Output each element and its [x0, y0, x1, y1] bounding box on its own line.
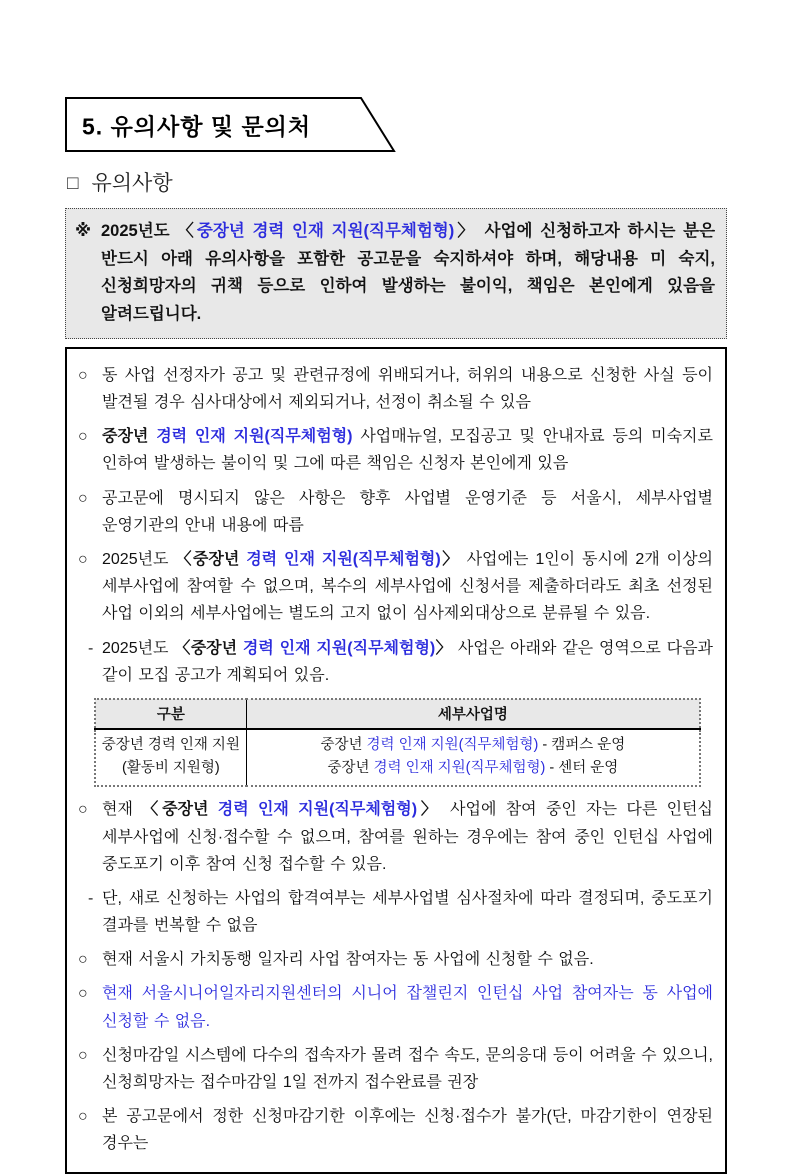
text-segment: 본 공고문에서 정한 신청마감기한 이후에는 신청·접수가 불가(단, 마감기한이 연장된 경우는: [102, 1108, 713, 1153]
text-segment: 신청마감일 시스템에 다수의 접속자가 몰려 접수 속도, 문의응대 등이 어려울 수 있으니, 신청희망자는 접수마감일 1일 전까지 접수완료를 권장: [102, 1046, 713, 1091]
text-segment: 사업은 아래와 같은 영역으로 다음과 같이 모집 공고가 계획되어 있음.: [102, 639, 713, 684]
text-segment: 경력 인재 지원(직무체험형): [366, 736, 539, 753]
text-segment: 〈중장년: [174, 639, 243, 657]
text-segment: 2025년도: [102, 639, 175, 657]
table-cell-category: [95, 729, 246, 786]
bullet-text: [102, 423, 713, 477]
table-row: [95, 729, 700, 786]
banner-title: 5. 유의사항 및 문의처: [82, 113, 312, 140]
text-segment: 중장년 경력 인재 지원(직무체험형): [196, 222, 455, 240]
text-segment: 경력 인재 지원(직무체험형): [217, 801, 418, 819]
bullet-item: [78, 946, 713, 973]
text-segment: 〉 사업에 신청하고자 하시는 분은 반드시 아래 유의사항을 포함한 공고문을 숙지하셔야 하며, 해당내용 미 숙지, 신청희망자의 귀책 등으로 인하여 발생하는 불이익, 책임은 본인에게 있음을 알려드립니다.: [101, 222, 716, 324]
notice-box: [65, 208, 727, 339]
table-cell-line: (활동비 지원형): [122, 760, 220, 777]
circle-bullet-icon: ○: [78, 551, 88, 568]
reference-mark-icon: ※: [75, 222, 92, 240]
text-segment: 중장년: [102, 428, 157, 446]
bullet-text: [102, 635, 713, 689]
bullet-item: [78, 362, 713, 416]
bullet-text: [102, 1103, 713, 1157]
bullet-text: [102, 546, 713, 628]
bullet-item: [78, 980, 713, 1034]
text-segment: 현재 서울시니어일자리지원센터의 시니어 잡챌린지 인턴십 사업 참여자는 동 사업에 신청할 수 없음.: [102, 985, 713, 1030]
text-segment: 중장년: [320, 736, 367, 753]
bullet-text: [102, 796, 713, 878]
circle-bullet-icon: ○: [78, 489, 88, 507]
text-segment: - 센터 운영: [545, 760, 619, 777]
text-segment: 경력 인재 지원(직무체험형): [156, 428, 353, 446]
section-banner: [65, 97, 397, 153]
bullet-item: [78, 1042, 713, 1096]
sub-programs-table-wrap: [78, 696, 713, 789]
square-bullet-icon: □: [67, 172, 79, 194]
text-segment: 〉: [440, 551, 460, 568]
table-cell-line: [247, 757, 699, 780]
section-heading-label: 유의사항: [91, 172, 173, 195]
text-segment: 현재 서울시 가치동행 일자리 사업 참여자는 동 사업에 신청할 수 없음.: [102, 951, 594, 969]
bullet-text: [102, 980, 713, 1034]
sub-programs-table: [94, 698, 701, 787]
circle-bullet-icon: ○: [78, 1046, 88, 1064]
text-segment: 〈중장년: [175, 551, 247, 568]
precautions-box: [65, 347, 727, 1174]
bullet-text: [102, 946, 713, 973]
bullet-item: [78, 546, 713, 628]
circle-bullet-icon: ○: [78, 801, 88, 819]
text-segment: 단, 새로 신청하는 사업의 합격여부는 세부사업별 심사절차에 따라 결정되며, 중도포기 결과를 번복할 수 없음: [102, 889, 713, 935]
bullet-text: [102, 1042, 713, 1096]
text-segment: 경력 인재 지원(직무체험형): [373, 760, 546, 777]
text-segment: 2025년도 〈: [101, 222, 197, 240]
bullet-item: [78, 1103, 713, 1157]
text-segment: 〉: [435, 639, 453, 657]
circle-bullet-icon: ○: [78, 366, 88, 384]
circle-bullet-icon: ○: [78, 428, 88, 446]
text-segment: 〈중장년: [142, 801, 218, 819]
bullet-item: [78, 796, 713, 878]
table-header-cell: 세부사업명: [246, 699, 700, 729]
table-header-cell: 구분: [95, 699, 246, 729]
table-cell-program-names: [246, 729, 700, 786]
dash-item: [78, 885, 713, 939]
text-segment: 사업에 참여 중인 자는 다른 인턴십 세부사업에 신청·접수할 수 없으며, 참여를 원하는 경우에는 참여 중인 인턴십 사업에 중도포기 이후 참여 신청 접수할 수 있음.: [102, 801, 713, 873]
text-segment: 경력 인재 지원(직무체험형): [242, 639, 436, 657]
bullet-item: [78, 485, 713, 539]
text-segment: 사업매뉴얼, 모집공고 및 안내자료 등의 미숙지로 인하여 발생하는 불이익 및 그에 따른 책임은 신청자 본인에게 있음: [102, 428, 713, 473]
dash-marker-icon: -: [88, 639, 94, 657]
circle-bullet-icon: ○: [78, 951, 88, 969]
text-segment: 경력 인재 지원(직무체험형): [246, 551, 441, 568]
bullet-item: [78, 423, 713, 477]
text-segment: 사업에는 1인이 동시에 2개 이상의 세부사업에 참여할 수 없으며, 복수의 세부사업에 신청서를 제출하더라도 최초 선정된 사업 이외의 세부사업에는 별도의 고지 없이 심사제외대상으로 분류될 수 있음.: [102, 551, 713, 623]
text-segment: 현재: [102, 801, 143, 819]
dash-item: [78, 635, 713, 689]
table-cell-line: 중장년 경력 인재 지원: [101, 736, 240, 753]
text-segment: 2025년도: [102, 551, 176, 568]
table-cell-line: [247, 734, 699, 757]
text-segment: 중장년: [327, 760, 374, 777]
text-segment: - 캠퍼스 운영: [538, 736, 626, 753]
text-segment: 동 사업 선정자가 공고 및 관련규정에 위배되거나, 허위의 내용으로 신청한 사실 등이 발견될 경우 심사대상에서 제외되거나, 선정이 취소될 수 있음: [102, 366, 713, 412]
circle-bullet-icon: ○: [78, 1108, 88, 1126]
text-segment: 공고문에 명시되지 않은 사항은 향후 사업별 운영기준 등 서울시, 세부사업별 운영기관의 안내 내용에 따름: [102, 489, 713, 534]
dash-marker-icon: -: [88, 889, 94, 907]
bullet-text: [102, 885, 713, 939]
notice-text: [101, 218, 715, 329]
section-heading: [67, 167, 727, 197]
bullet-text: [102, 362, 713, 416]
circle-bullet-icon: ○: [78, 985, 88, 1003]
bullet-text: [102, 485, 713, 539]
text-segment: 〉: [417, 801, 441, 819]
